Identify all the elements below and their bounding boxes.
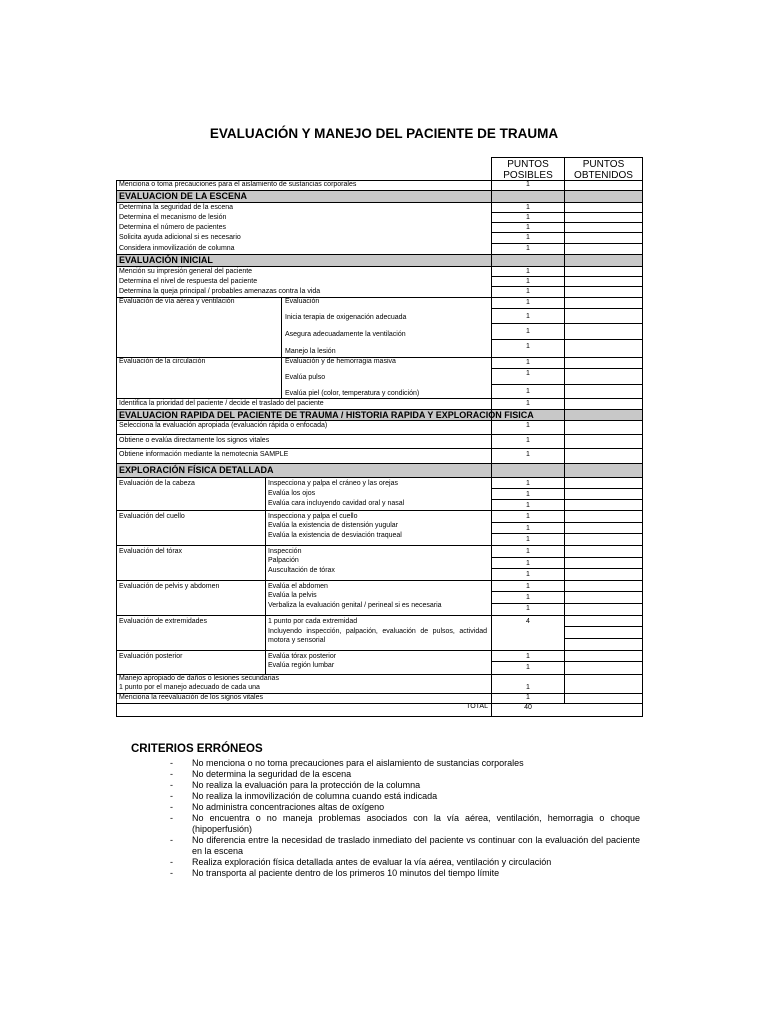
points-possible: 1 <box>526 594 530 601</box>
points-possible: 1 <box>526 359 530 366</box>
chest-subitem: Palpación <box>268 557 299 564</box>
header-obtained-line2: OBTENIDOS <box>574 170 633 181</box>
header-possible-line2: POSIBLES <box>503 170 553 181</box>
points-possible: 1 <box>526 268 530 275</box>
document-title: EVALUACIÓN Y MANEJO DEL PACIENTE DE TRAUMA <box>209 126 559 141</box>
points-possible: 1 <box>526 480 530 487</box>
row-divider <box>116 448 643 449</box>
pelvis-label: Evaluación de pelvis y abdomen <box>119 583 220 590</box>
row-text: Menciona o toma precauciones para el aislamiento de sustancias corporales <box>119 181 357 188</box>
points-cell-divider <box>491 557 643 558</box>
points-possible: 1 <box>526 278 530 285</box>
row-divider <box>116 266 643 267</box>
extremities-subitem: Incluyendo inspección, palpación, evaluación de pulsos, actividad motora y sensorial <box>268 628 487 644</box>
row-text: Menciona la reevaluación de los signos vitales <box>119 694 263 701</box>
row-text: Selecciona la evaluación apropiada (evaluación rápida o enfocada) <box>119 422 328 429</box>
points-possible: 1 <box>526 422 530 429</box>
points-cell-divider <box>491 212 643 213</box>
section-title-detallada: EXPLORACIÓN FÍSICA DETALLADA <box>119 465 274 475</box>
row-divider <box>116 477 643 478</box>
header-possible-line1: PUNTOS <box>507 159 549 170</box>
criteria-item: - No menciona o no toma precauciones para el aislamiento de sustancias corporales <box>170 758 524 768</box>
pelvis-subitem: Evalúa el abdomen <box>268 583 328 590</box>
points-possible: 1 <box>526 560 530 567</box>
row-divider <box>116 580 643 581</box>
airway-label: Evaluación de vía aérea y ventilación <box>119 298 235 305</box>
points-cell-divider <box>564 626 643 627</box>
posterior-subitem: Evalúa región lumbar <box>268 662 335 669</box>
chest-subitem: Inspección <box>268 548 302 555</box>
points-possible: 1 <box>526 653 530 660</box>
points-possible: 1 <box>526 299 530 306</box>
row-divider <box>116 420 643 421</box>
points-possible: 1 <box>526 548 530 555</box>
points-cell-divider <box>491 533 643 534</box>
circulation-label: Evaluación de la circulación <box>119 358 206 365</box>
points-cell-divider <box>491 591 643 592</box>
section-title-escena: EVALUACION DE LA ESCENA <box>119 191 248 201</box>
points-cell-divider <box>491 286 643 287</box>
section-title-inicial: EVALUACIÓN INICIAL <box>119 255 213 265</box>
airway-subitem: Evaluación <box>285 298 320 305</box>
head-subitem: Inspecciona y palpa el cráneo y las orejas <box>268 480 398 487</box>
extremities-label: Evaluación de extremidades <box>119 618 207 625</box>
criteria-item: - No realiza la evaluación para la protección de la columna <box>170 780 421 790</box>
points-cell-divider <box>491 243 643 244</box>
points-possible: 4 <box>526 618 530 625</box>
points-cell-divider <box>491 308 643 309</box>
subcolumn-divider-initial <box>281 297 282 398</box>
points-possible: 1 <box>526 502 530 509</box>
criteria-title: CRITERIOS ERRÓNEOS <box>131 743 263 755</box>
row-divider <box>116 409 643 410</box>
subcolumn-divider-detailed <box>265 477 266 674</box>
points-possible: 1 <box>526 694 530 701</box>
head-subitem: Evalúa los ojos <box>268 490 316 497</box>
row-divider <box>116 398 643 399</box>
row-divider <box>116 202 643 203</box>
neck-subitem: Evalúa la existencia de desviación traqueal <box>268 532 402 539</box>
points-possible: 1 <box>526 313 530 320</box>
points-possible: 1 <box>526 684 530 691</box>
points-possible: 1 <box>526 451 530 458</box>
chest-subitem: Auscultación de tórax <box>268 567 335 574</box>
criteria-item: - No determina la seguridad de la escena <box>170 769 352 779</box>
pelvis-subitem: Evalúa la pelvis <box>268 592 317 599</box>
row-text: Obtiene información mediante la nemotecnia SAMPLE <box>119 451 289 458</box>
points-possible: 1 <box>526 513 530 520</box>
points-possible: 1 <box>526 664 530 671</box>
extremities-subitem: 1 punto por cada extremidad <box>268 618 358 625</box>
points-cell-divider <box>564 638 643 639</box>
neck-subitem: Inspecciona y palpa el cuello <box>268 513 358 520</box>
points-possible: 1 <box>526 234 530 241</box>
row-text: Identifica la prioridad del paciente / decide el traslado del paciente <box>119 400 324 407</box>
header-puntos-obtenidos <box>564 157 643 181</box>
points-possible: 1 <box>526 400 530 407</box>
points-possible: 1 <box>526 583 530 590</box>
criteria-item: - No realiza la inmovilización de columna cuando está indicada <box>170 791 438 801</box>
row-divider <box>116 615 643 616</box>
points-possible: 1 <box>526 288 530 295</box>
points-cell-divider <box>491 568 643 569</box>
points-possible: 1 <box>526 388 530 395</box>
points-possible: 1 <box>526 204 530 211</box>
points-cell-divider <box>491 661 643 662</box>
points-possible: 1 <box>526 224 530 231</box>
neck-subitem: Evalúa la existencia de distensión yugular <box>268 522 398 529</box>
row-text: Determina el mecanismo de lesión <box>119 214 227 221</box>
row-divider <box>116 650 643 651</box>
row-text: Obtiene o evalúa directamente los signos vitales <box>119 437 270 444</box>
pelvis-subitem: Verbaliza la evaluación genital / perineal si es necesaria <box>268 602 442 609</box>
points-cell-divider <box>491 232 643 233</box>
row-text: Determina la seguridad de la escena <box>119 204 234 211</box>
head-label: Evaluación de la cabeza <box>119 480 195 487</box>
row-divider <box>116 190 643 191</box>
section-title-rapida: EVALUACION RAPIDA DEL PACIENTE DE TRAUMA / HISTORIA RAPIDA Y EXPLORACION FISICA <box>119 410 534 420</box>
points-possible: 1 <box>526 343 530 350</box>
head-subitem: Evalúa cara incluyendo cavidad oral y nasal <box>268 500 405 507</box>
criteria-item: - No encuentra o no maneja problemas asociados con la vía aérea, ventilación, hemorragia o choque (hipoperfusión) <box>170 813 640 834</box>
circulation-subitem: Evaluación y de hemorragia masiva <box>285 358 396 365</box>
header-puntos-posibles <box>491 157 565 181</box>
row-text: Determina el número de pacientes <box>119 224 227 231</box>
points-possible: 1 <box>526 605 530 612</box>
row-divider <box>116 434 643 435</box>
points-possible: 1 <box>526 491 530 498</box>
neck-label: Evaluación del cuello <box>119 513 185 520</box>
airway-subitem: Manejo la lesión <box>285 348 336 355</box>
points-cell-divider <box>491 499 643 500</box>
row-text: 1 punto por el manejo adecuado de cada una <box>119 684 260 691</box>
points-possible: 1 <box>526 437 530 444</box>
total-label: TOTAL <box>466 703 488 710</box>
posterior-subitem: Evalúa tórax posterior <box>268 653 337 660</box>
row-divider <box>116 254 643 255</box>
points-possible: 1 <box>526 214 530 221</box>
total-value: 40 <box>524 704 532 711</box>
posterior-label: Evaluación posterior <box>119 653 183 660</box>
row-text: Manejo apropiado de daños o lesiones secundarias <box>119 675 279 682</box>
row-text: Determina la queja principal / probables amenazas contra la vida <box>119 288 321 295</box>
criteria-item: - Realiza exploración física detallada antes de evaluar la vía aérea, ventilación y circulación <box>170 857 552 867</box>
points-possible: 1 <box>526 328 530 335</box>
airway-subitem: Inicia terapia de oxigenación adecuada <box>285 314 407 321</box>
points-cell-divider <box>491 368 643 369</box>
points-cell-divider <box>491 384 643 385</box>
criteria-item: - No transporta al paciente dentro de los primeros 10 minutos del tiempo límite <box>170 868 500 878</box>
row-divider <box>116 510 643 511</box>
criteria-item: - No diferencia entre la necesidad de traslado inmediato del paciente vs continuar con la evaluación del paciente en la escena <box>170 835 640 856</box>
points-cell-divider <box>491 522 643 523</box>
points-cell-divider <box>491 488 643 489</box>
points-cell-divider <box>491 222 643 223</box>
chest-label: Evaluación del tórax <box>119 548 183 555</box>
points-cell-divider <box>491 339 643 340</box>
row-text: Solicita ayuda adicional si es necesario <box>119 234 241 241</box>
points-possible: 1 <box>526 536 530 543</box>
row-text: Determina el nivel de respuesta del paciente <box>119 278 258 285</box>
row-text: Considera inmovilización de columna <box>119 245 235 252</box>
airway-subitem: Asegura adecuadamente la ventilación <box>285 331 406 338</box>
points-possible: 1 <box>526 245 530 252</box>
circulation-subitem: Evalúa pulso <box>285 374 326 381</box>
points-cell-divider <box>491 276 643 277</box>
criteria-item: - No administra concentraciones altas de oxígeno <box>170 802 385 812</box>
points-possible: 1 <box>526 525 530 532</box>
row-divider <box>116 463 643 464</box>
points-possible: 1 <box>526 370 530 377</box>
points-possible: 1 <box>526 181 530 188</box>
row-divider <box>116 545 643 546</box>
points-possible: 1 <box>526 571 530 578</box>
points-cell-divider <box>491 603 643 604</box>
points-cell-divider <box>491 323 643 324</box>
header-obtained-line1: PUNTOS <box>582 159 625 170</box>
circulation-subitem: Evalúa piel (color, temperatura y condición) <box>285 390 420 397</box>
row-text: Mención su impresión general del paciente <box>119 268 253 275</box>
